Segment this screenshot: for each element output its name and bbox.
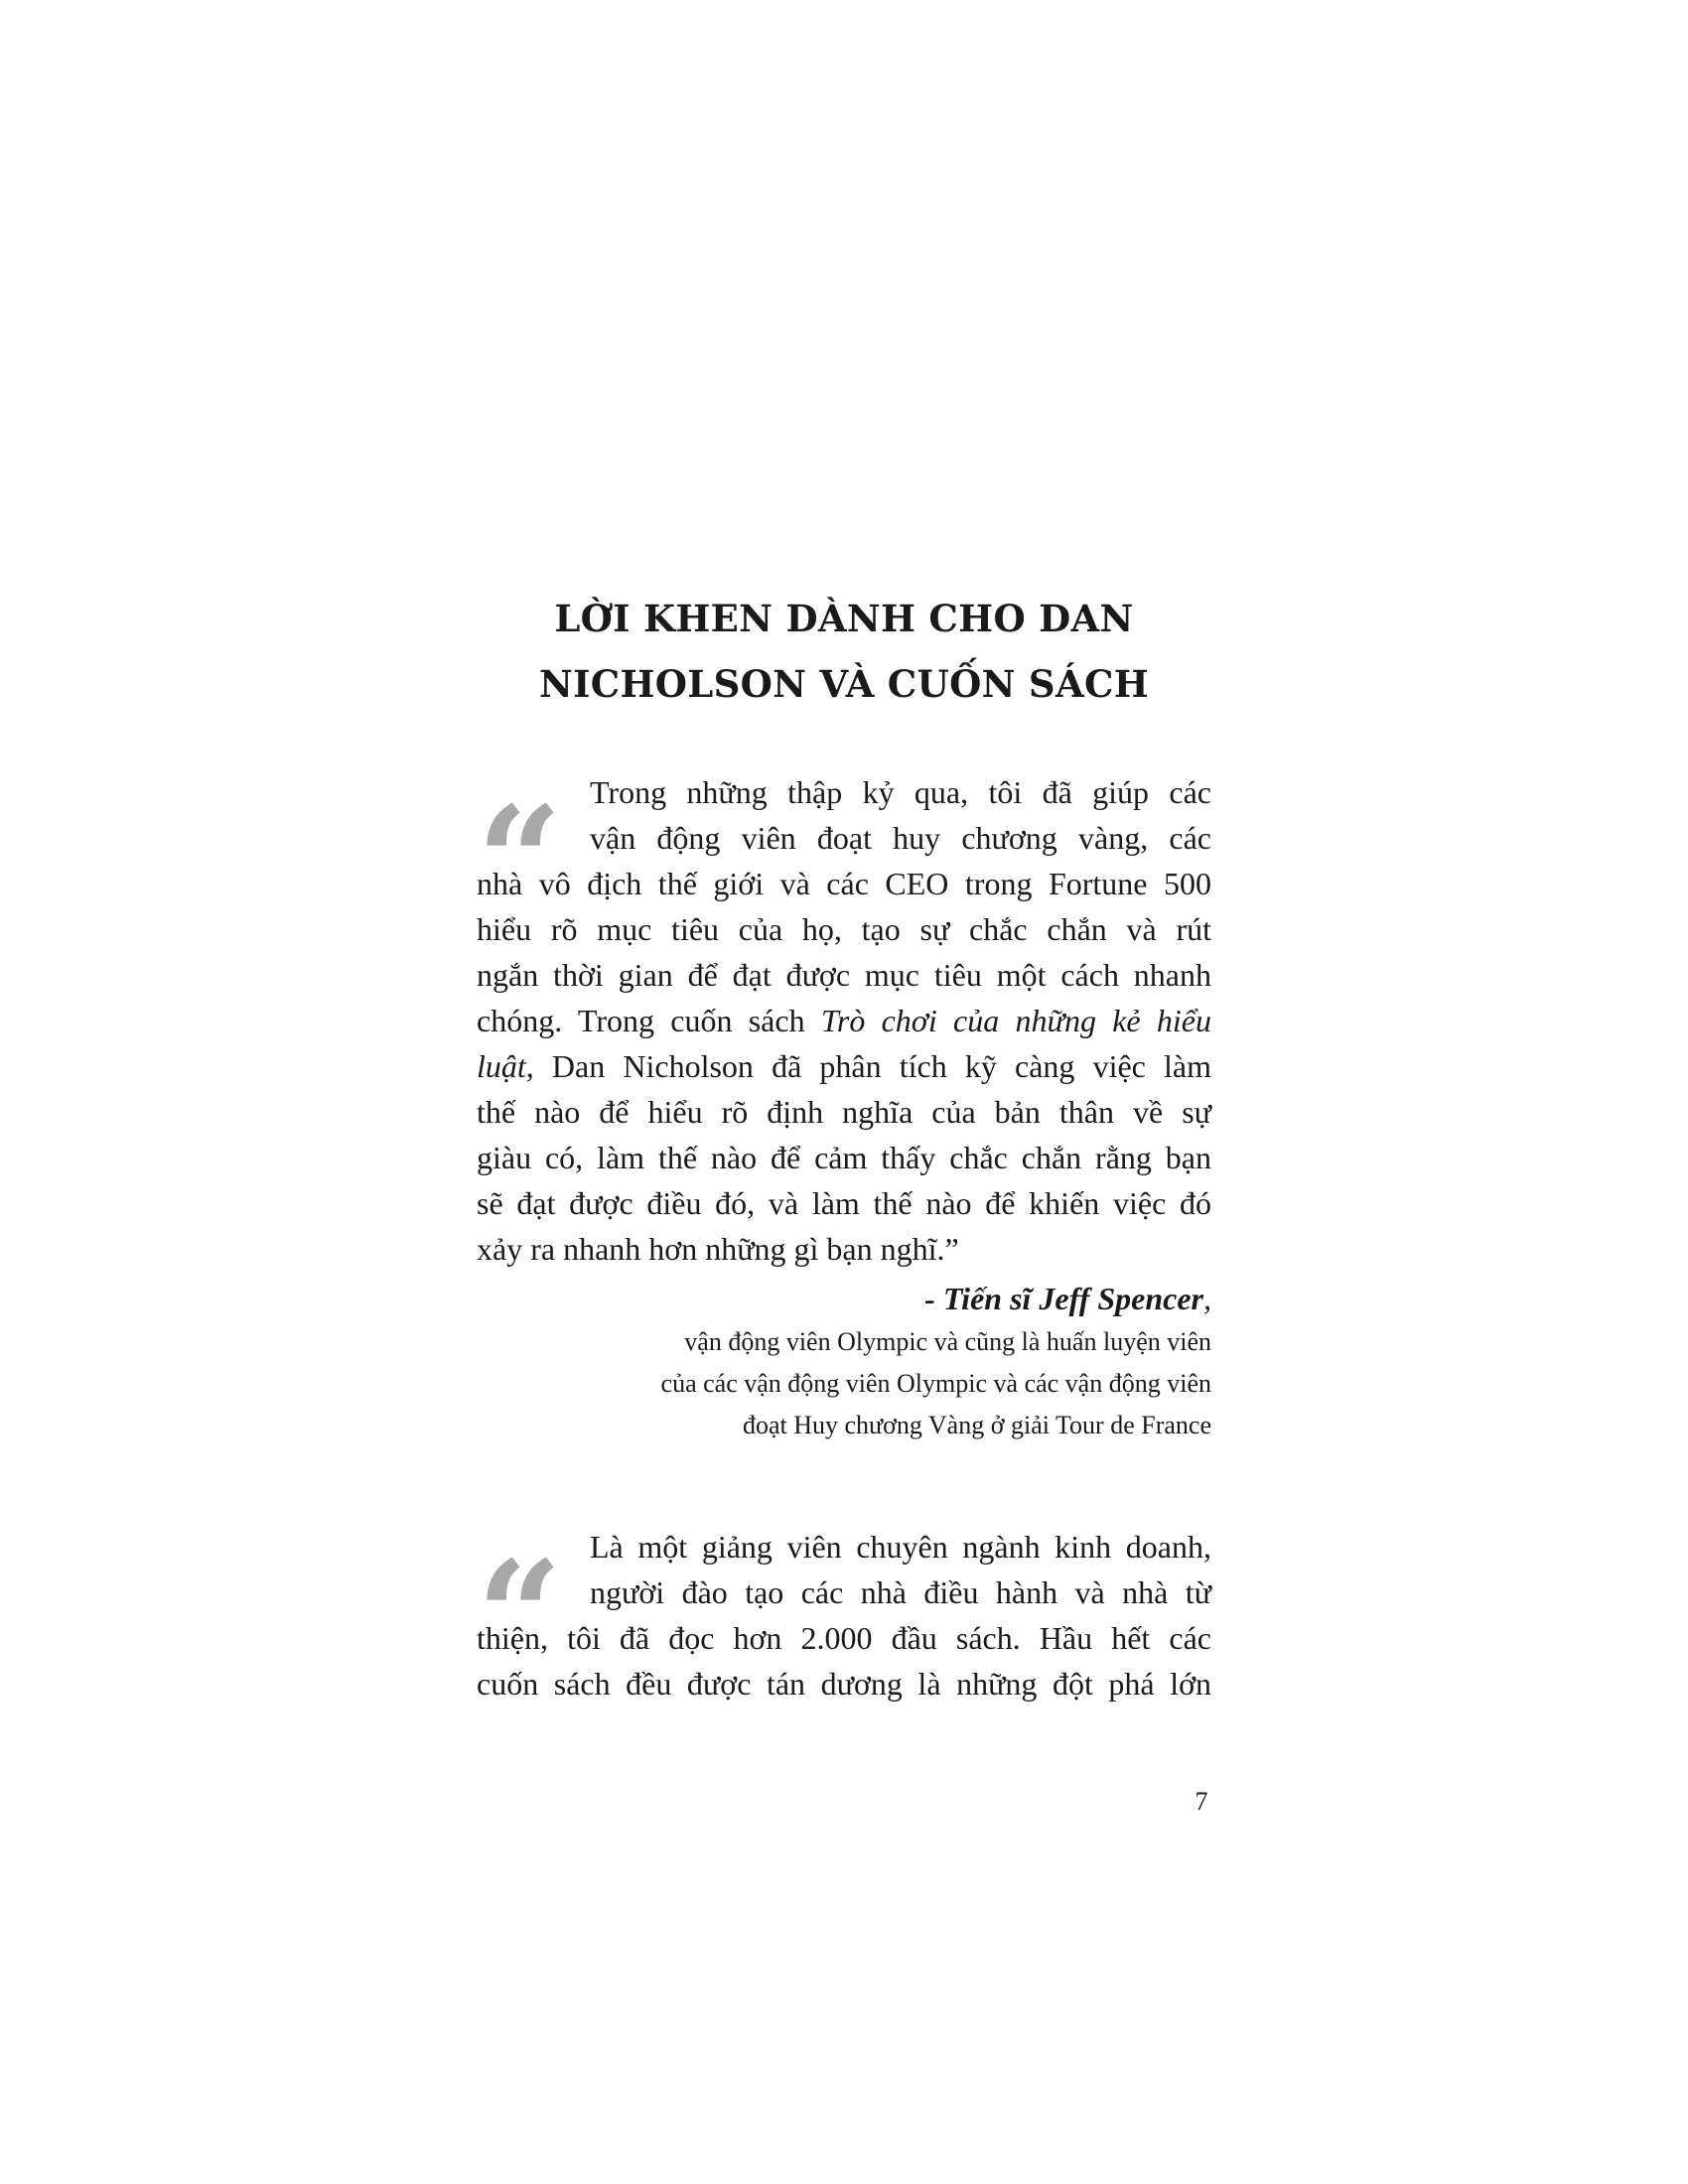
book-title: Trò chơi của những kẻ hiểu: [820, 1003, 1212, 1038]
text-line: người đào tạo các nhà điều hành và nhà từ: [590, 1574, 1211, 1610]
text-line: [477, 1043, 1211, 1089]
text-line: giàu có, làm thế nào để cảm thấy chắc chắn rằng bạn: [477, 1140, 1211, 1175]
author-name: - Tiến sĩ Jeff Spencer: [924, 1281, 1203, 1316]
testimonial-2-text: [477, 1524, 1211, 1706]
text-line: xảy ra nhanh hơn những gì bạn nghĩ.”: [477, 1231, 959, 1267]
attribution-role: [477, 1321, 1211, 1446]
role-line: của các vận động viên Olympic và các vận động viên: [660, 1369, 1211, 1398]
quote-mark-icon: “: [477, 774, 563, 949]
page-title: [477, 586, 1211, 717]
text-line: vận động viên đoạt huy chương vàng, các: [590, 820, 1211, 856]
text-line: hiểu rõ mục tiêu của họ, tạo sự chắc chắn và rút: [477, 911, 1211, 947]
text-line: Là một giảng viên chuyên ngành kinh doanh,: [590, 1529, 1211, 1565]
text-line: sẽ đạt được điều đó, và làm thế nào để khiến việc đó: [477, 1185, 1211, 1221]
attribution-name: [477, 1276, 1211, 1321]
testimonial-2: [477, 1524, 1211, 1706]
text-line: thiện, tôi đã đọc hơn 2.000 đầu sách. Hầu hết các: [477, 1620, 1211, 1656]
text-line: ngắn thời gian để đạt được mục tiêu một cách nhanh: [477, 957, 1211, 993]
text-line: cuốn sách đều được tán dương là những đột phá lớn: [477, 1666, 1211, 1702]
text-line: [477, 998, 1211, 1043]
text-line: Trong những thập kỷ qua, tôi đã giúp các: [590, 774, 1211, 810]
quote-mark-icon: “: [477, 1529, 563, 1704]
testimonial-1-text: [477, 769, 1211, 1272]
page-number: 7: [1195, 1787, 1208, 1816]
title-line-2: NICHOLSON VÀ CUỐN SÁCH: [539, 662, 1149, 706]
role-line: vận động viên Olympic và cũng là huấn luyện viên: [684, 1327, 1211, 1356]
text-segment: chóng. Trong cuốn sách: [477, 1003, 821, 1038]
book-title: luật: [477, 1048, 526, 1084]
text-line: nhà vô địch thế giới và các CEO trong Fortune 500: [477, 866, 1211, 901]
role-line: đoạt Huy chương Vàng ở giải Tour de France: [742, 1411, 1211, 1439]
title-line-1: LỜI KHEN DÀNH CHO DAN: [554, 597, 1134, 640]
text-segment: , Dan Nicholson đã phân tích kỹ càng việc làm: [525, 1048, 1211, 1084]
text-line: thế nào để hiểu rõ định nghĩa của bản thân về sự: [477, 1094, 1211, 1130]
testimonial-1: [477, 769, 1211, 1446]
author-comma: ,: [1203, 1281, 1211, 1316]
